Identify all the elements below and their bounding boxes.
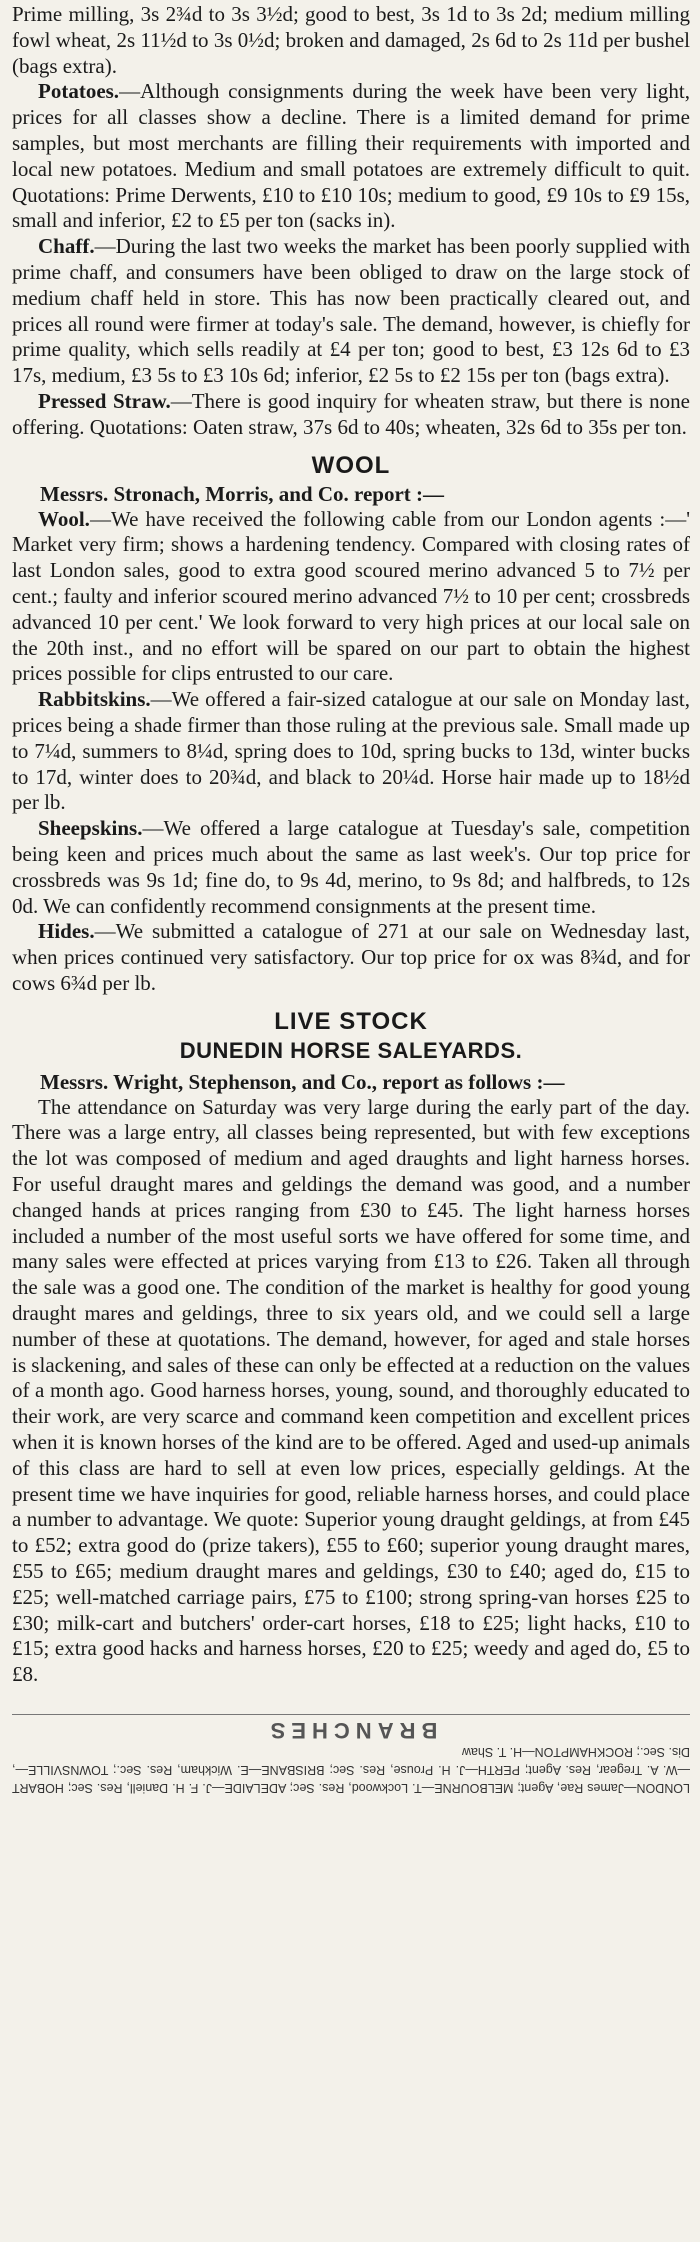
rabbitskins-lead: Rabbitskins. (38, 687, 151, 712)
wool-text: —We have received the following cable from our London agents :—' Market very firm; shows a hardening tendency. Compared with closing rates of last London sales, good to extra good scoured merino advanced 5 to 7½ per cent.; faulty and inferior scoured merino advanced 7½ to 10 per cent; crossbreds advanced 10 per cent.' We look forward to very high prices at our local sale on the 20th inst., and no effort will be spared on our part to obtain the highest prices possible for clips entrusted to our care. (12, 506, 690, 686)
wool-lead: Wool. (38, 506, 90, 531)
saleyards-subheading: DUNEDIN HORSE SALEYARDS. (179, 1037, 523, 1063)
sheepskins-text: —We offered a large catalogue at Tuesday's sale, competition being keen and prices much about the same as last week's. Our top price for crossbreds was 9s 1d; fine do, to 9s 4d, merino, to 9s 8d; and halfbreds, to 12s 0d. We can confidently recommend consignments at the present time. (12, 816, 690, 918)
straw-lead: Pressed Straw. (38, 388, 171, 413)
straw-text: —There is good inquiry for wheaten straw, but there is none offering. Quotations: Oaten straw, 37s 6d to 40s; wheaten, 32s 6d to 35s per ton. (12, 388, 691, 439)
hides-paragraph (12, 919, 690, 996)
wool-section (12, 451, 690, 997)
branches-line: LONDON—James Rae, Agent; MELBOURNE—T. Lockwood, Res. Sec; ADELAIDE—J. F. H. Daniell, Res. Sec; HOBART—W. A. Tregear, Res. Agent; PERTH—J. H. Prouse, Res. Sec; BRISBANE—E. Wickham, Res. Sec.; TOWNSVILLE—, Dis. Sec.; ROCKHAMPTON—H. T. Shaw (12, 1745, 690, 1796)
wool-heading: WOOL (311, 451, 391, 479)
rabbitskins-text: —We offered a fair-sized catalogue at our sale on Monday last, prices being a shade firmer than those ruling at the previous sale. Small made up to 7¼d, summers to 8¼d, spring does to 10d, spring bucks to 13d, winter bucks to 17d, winter does to 20¾d, and black to 20¼d. Horse hair made up to 18½d per lb. (12, 687, 690, 815)
branches-heading: BRANCHES (264, 1718, 438, 1744)
hides-lead: Hides. (38, 919, 95, 944)
livestock-heading: LIVE STOCK (274, 1007, 428, 1035)
potatoes-lead: Potatoes. (38, 79, 120, 104)
potatoes-paragraph (12, 79, 690, 234)
milling-paragraph: Prime milling, 3s 2¾d to 3s 3½d; good to best, 3s 1d to 3s 2d; medium milling fowl wheat, 2s 11½d to 3s 0½d; broken and damaged, 2s 6d to 2s 11d per bushel (bags extra). (12, 2, 690, 78)
chaff-paragraph (12, 234, 690, 389)
horse-sale-paragraph: The attendance on Saturday was very large during the early part of the day. There was a large entry, all classes being represented, but with few exceptions the lot was composed of medium and aged draughts and light harness horses. For useful draught mares and geldings the demand was good, and a number changed hands at prices ranging from £30 to £45. The light harness horses included a number of the most useful sorts we have offered for some time, and many sales were effected at prices varying from £13 to £26. Taken all through the sale was a good one. The condition of the market is healthy for good young draught mares and geldings, three to six years old, and we could sell a large number of these at quotations. The demand, however, for aged and stale horses is slackening, and sales of these can only be effected at a reduction on the values of a month ago. Good harness horses, young, sound, and thoroughly educated to their work, are very scarce and command keen competition and excellent prices when it is known horses of the kind are to be offered. Aged and used-up animals of this class are hard to sell at even low prices, especially geldings. At the present time we have inquiries for good, reliable harness horses, and could place a number to advantage. We quote: Superior young draught geldings, at from £45 to £52; extra good do (prize takers), £55 to £60; superior young draught mares, £55 to £65; medium draught mares and geldings, £30 to £40; aged do, £15 to £25; well-matched carriage pairs, £75 to £100; strong spring-van horses £25 to £30; milk-cart and butchers' order-cart horses, £18 to £25; light hacks, £10 to £15; extra good hacks and harness horses, £20 to £25; weedy and aged do, £5 to £8. (12, 1094, 690, 1687)
hides-text: —We submitted a catalogue of 271 at our sale on Wednesday last, when prices continued very satisfactory. Our top price for ox was 8¾d, and for cows 6¾d per lb. (12, 919, 690, 995)
sheepskins-paragraph (12, 816, 690, 919)
sheepskins-lead: Sheepskins. (38, 816, 143, 841)
straw-paragraph (12, 389, 690, 441)
wool-paragraph (12, 507, 690, 688)
branches-footer (12, 1714, 690, 1797)
rabbitskins-paragraph (12, 687, 690, 816)
chaff-text: —During the last two weeks the market has been poorly supplied with prime chaff, and consumers have been obliged to draw on the large stock of medium chaff held in store. This has now been practically cleared out, and prices all round were firmer at today's sale. The demand, however, is chiefly for prime quality, which sells readily at £4 per ton; good to best, £3 12s 6d to £3 17s, medium, £3 5s to £3 10s 6d; inferior, £2 5s to £2 15s per ton (bags extra). (12, 234, 690, 388)
chaff-lead: Chaff. (38, 234, 95, 259)
livestock-report-byline: Messrs. Wright, Stephenson, and Co., report as follows :— (40, 1069, 565, 1094)
potatoes-text: —Although consignments during the week have been very light, prices for all classes show a decline. There is a limited demand for prime samples, but most merchants are filling their requirements with imported and local new potatoes. Medium and small potatoes are extremely difficult to quit. Quotations: Prime Derwents, £10 to £10 10s; medium to good, £9 10s to £9 15s, small and inferior, £2 to £5 per ton (sacks in). (12, 79, 690, 233)
livestock-section (12, 1007, 690, 1688)
produce-report (12, 2, 690, 441)
branches-mirrored-block (12, 1718, 690, 1797)
wool-report-byline: Messrs. Stronach, Morris, and Co. report :— (40, 481, 445, 506)
